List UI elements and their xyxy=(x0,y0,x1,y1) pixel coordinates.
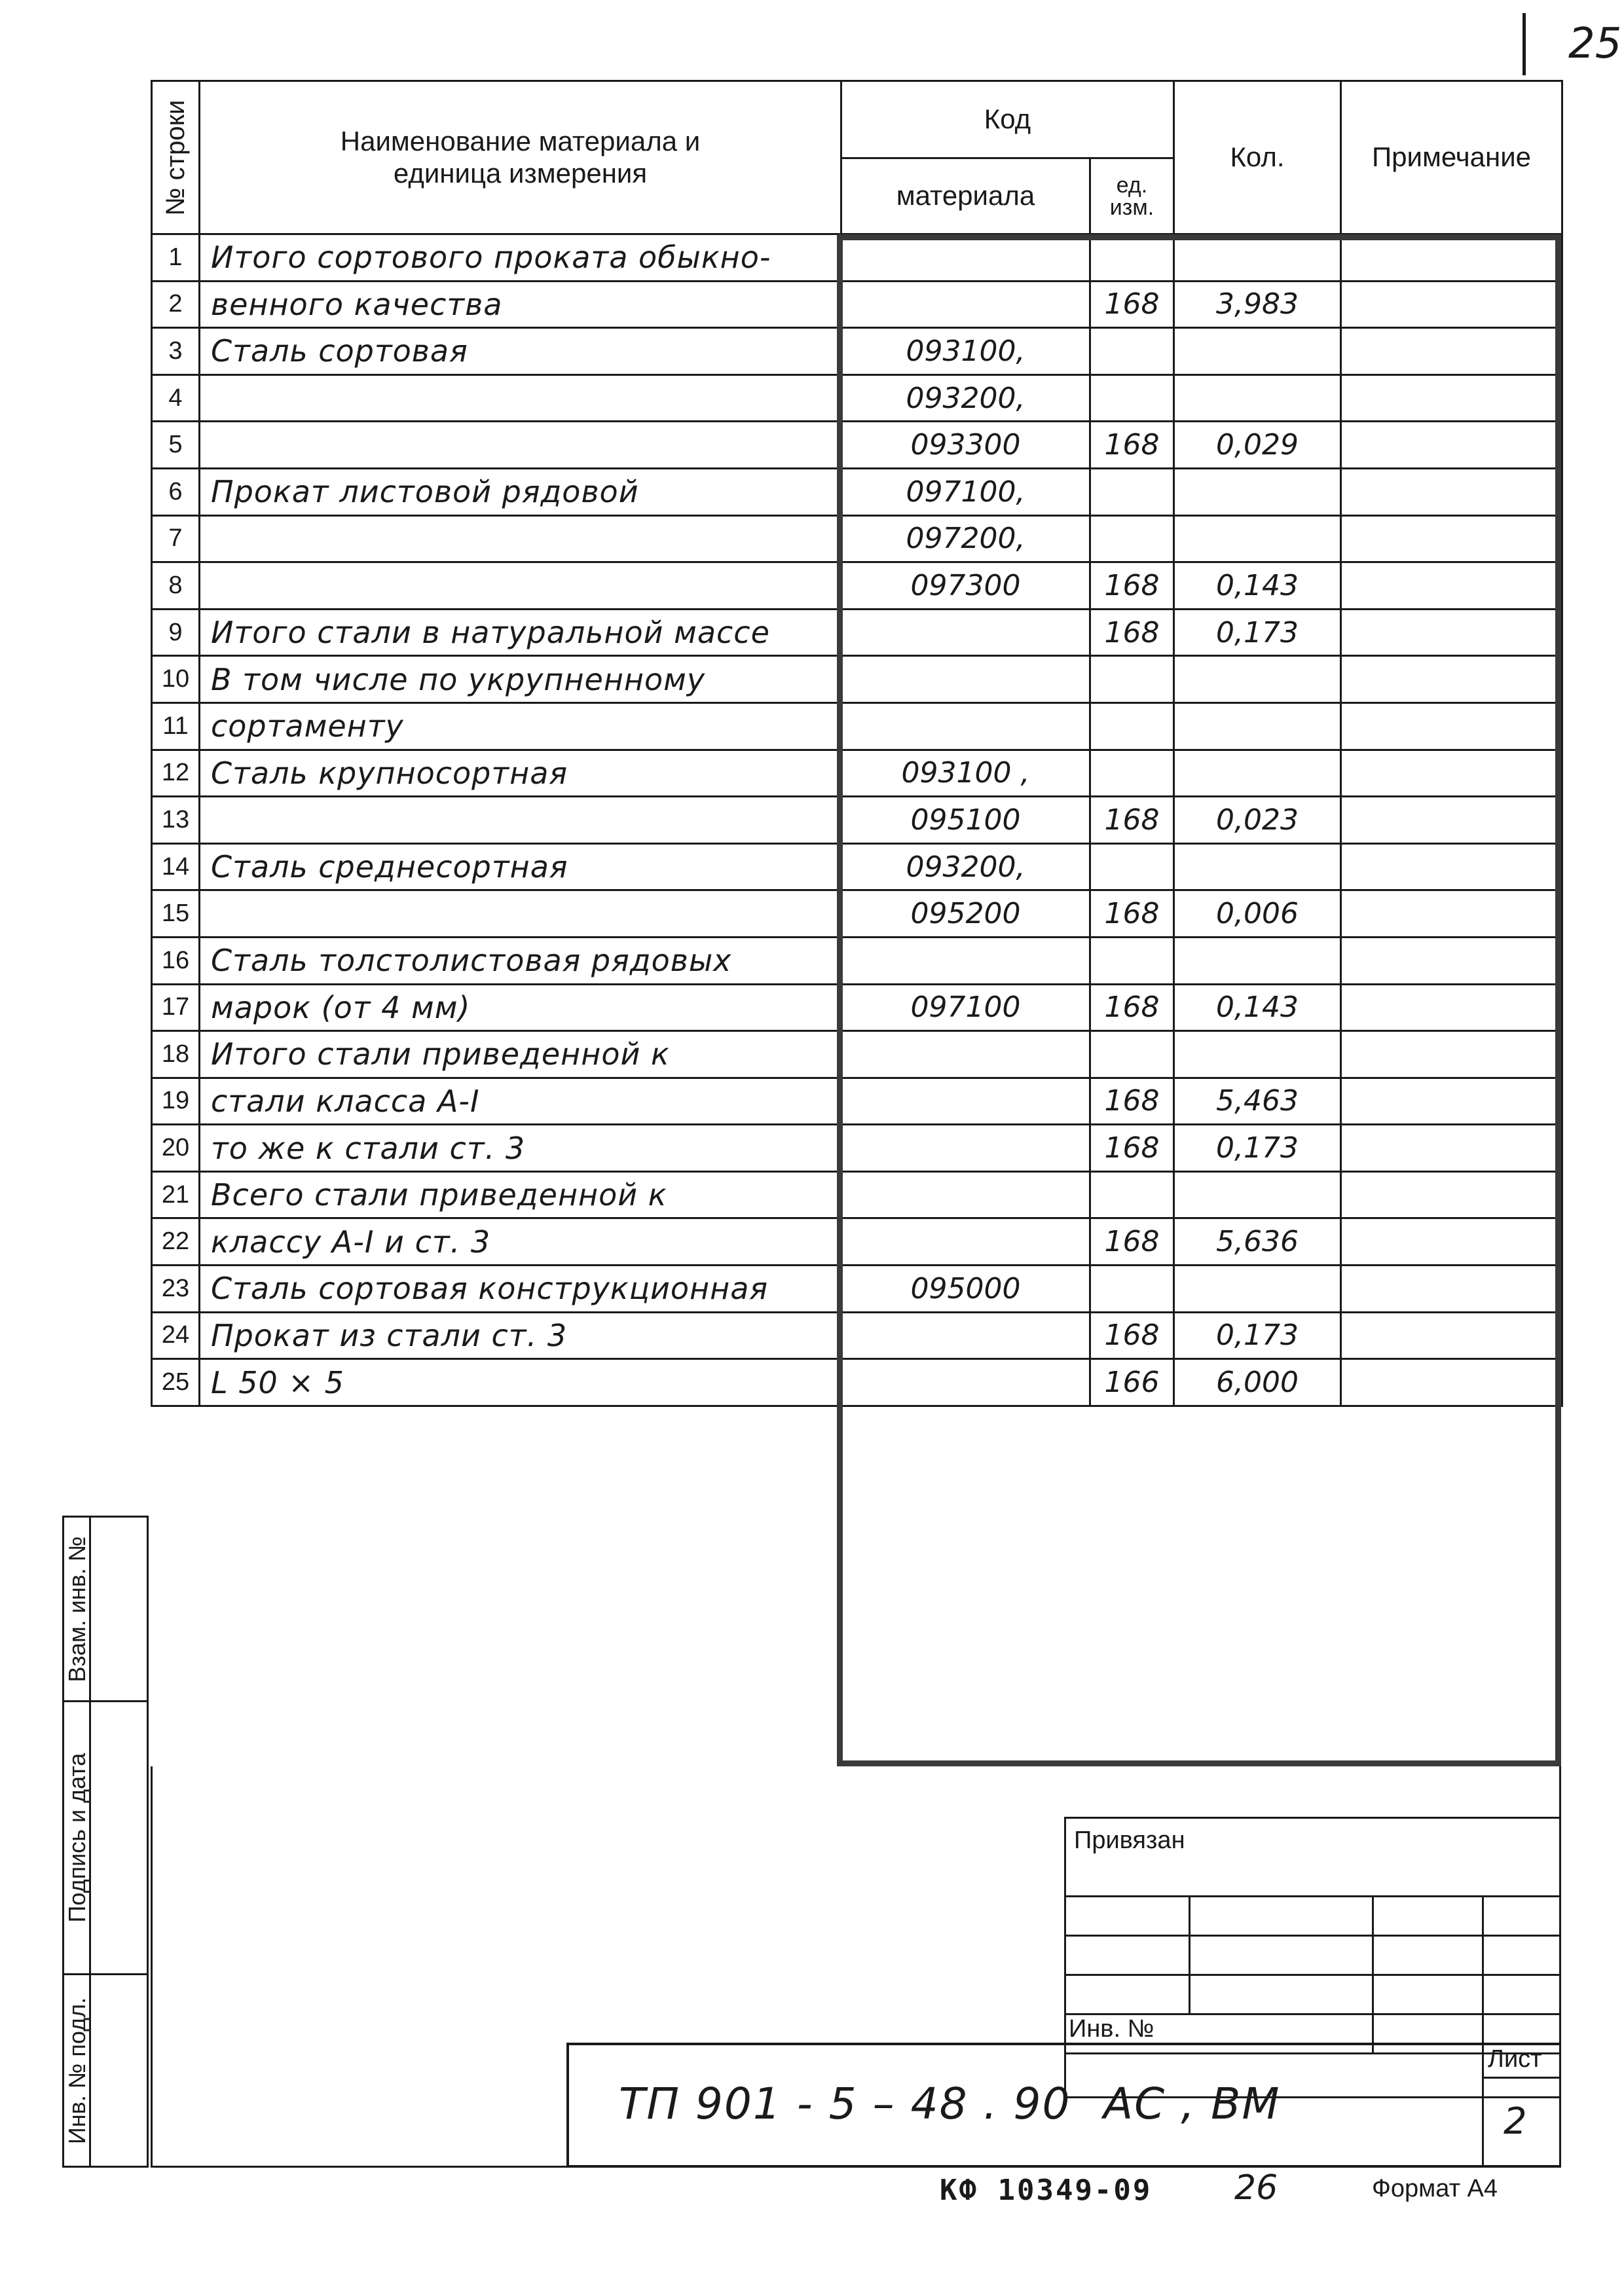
unit-code: 168 xyxy=(1090,281,1174,328)
material-name: Сталь крупносортная xyxy=(200,750,841,797)
header-code-material: материала xyxy=(841,158,1090,234)
unit-code xyxy=(1090,750,1174,797)
note xyxy=(1341,468,1562,515)
row-number: 17 xyxy=(152,984,200,1031)
row-number: 22 xyxy=(152,1218,200,1266)
quantity: 0,143 xyxy=(1174,984,1341,1031)
row-number: 1 xyxy=(152,234,200,282)
row-number: 3 xyxy=(152,328,200,375)
material-code: 093100, xyxy=(841,328,1090,375)
unit-code xyxy=(1090,515,1174,562)
table-row xyxy=(152,422,1562,469)
header-note: Примечание xyxy=(1341,81,1562,234)
material-name xyxy=(200,562,841,610)
quantity: 6,000 xyxy=(1174,1359,1341,1406)
material-code: 095100 xyxy=(841,797,1090,844)
material-code: 093200, xyxy=(841,843,1090,890)
sheet-number-box xyxy=(1482,2043,1561,2168)
material-name: сортаменту xyxy=(200,702,841,750)
unit-code xyxy=(1090,1171,1174,1218)
table-row xyxy=(152,702,1562,750)
note xyxy=(1341,702,1562,750)
document-code: ТП 901 - 5 – 48 . 90 xyxy=(619,2079,1071,2129)
unit-code: 168 xyxy=(1090,890,1174,938)
note xyxy=(1341,1031,1562,1078)
unit-code xyxy=(1090,937,1174,984)
unit-code xyxy=(1090,1266,1174,1313)
margin-inv-zam-label: Взам. инв. № xyxy=(64,1535,90,1683)
material-spec-table xyxy=(151,80,1563,1407)
quantity: 0,143 xyxy=(1174,562,1341,610)
quantity: 0,006 xyxy=(1174,890,1341,938)
unit-code xyxy=(1090,843,1174,890)
table-row xyxy=(152,656,1562,703)
quantity xyxy=(1174,468,1341,515)
material-code xyxy=(841,1171,1090,1218)
quantity xyxy=(1174,234,1341,282)
table-row xyxy=(152,468,1562,515)
note xyxy=(1341,843,1562,890)
note xyxy=(1341,328,1562,375)
note xyxy=(1341,562,1562,610)
unit-code: 168 xyxy=(1090,1312,1174,1359)
table-row xyxy=(152,1312,1562,1359)
sheet-label: Лист xyxy=(1488,2045,1542,2073)
unit-code: 168 xyxy=(1090,797,1174,844)
note xyxy=(1341,234,1562,282)
row-number: 24 xyxy=(152,1312,200,1359)
material-name: Всего стали приведенной к xyxy=(200,1171,841,1218)
material-code: 097300 xyxy=(841,562,1090,610)
row-number: 18 xyxy=(152,1031,200,1078)
quantity xyxy=(1174,328,1341,375)
unit-code: 168 xyxy=(1090,1125,1174,1172)
table-row xyxy=(152,1171,1562,1218)
row-number: 20 xyxy=(152,1125,200,1172)
quantity xyxy=(1174,1171,1341,1218)
material-code xyxy=(841,1218,1090,1266)
quantity xyxy=(1174,656,1341,703)
row-number: 19 xyxy=(152,1078,200,1125)
unit-code: 168 xyxy=(1090,1218,1174,1266)
material-code xyxy=(841,702,1090,750)
note xyxy=(1341,609,1562,656)
note xyxy=(1341,1218,1562,1266)
material-name: Прокат из стали ст. 3 xyxy=(200,1312,841,1359)
material-code xyxy=(841,1312,1090,1359)
note xyxy=(1341,1359,1562,1406)
unit-code xyxy=(1090,468,1174,515)
material-name xyxy=(200,422,841,469)
row-number: 2 xyxy=(152,281,200,328)
note xyxy=(1341,1078,1562,1125)
unit-code xyxy=(1090,234,1174,282)
table-row xyxy=(152,843,1562,890)
note xyxy=(1341,656,1562,703)
material-name: то же к стали ст. 3 xyxy=(200,1125,841,1172)
margin-inv-podl-label: Инв. № подл. xyxy=(64,1997,90,2144)
table-row xyxy=(152,797,1562,844)
margin-inv-zam-box xyxy=(62,1516,149,1702)
quantity: 0,173 xyxy=(1174,609,1341,656)
material-name: венного качества xyxy=(200,281,841,328)
row-number: 8 xyxy=(152,562,200,610)
note xyxy=(1341,750,1562,797)
row-number: 11 xyxy=(152,702,200,750)
note xyxy=(1341,515,1562,562)
table-row xyxy=(152,234,1562,282)
row-number: 5 xyxy=(152,422,200,469)
quantity: 5,636 xyxy=(1174,1218,1341,1266)
table-row xyxy=(152,1078,1562,1125)
material-name: стали класса А-I xyxy=(200,1078,841,1125)
quantity xyxy=(1174,1031,1341,1078)
header-code-unit: ед. изм. xyxy=(1090,158,1174,234)
material-name: Сталь среднесортная xyxy=(200,843,841,890)
material-code xyxy=(841,234,1090,282)
material-name xyxy=(200,797,841,844)
unit-code: 166 xyxy=(1090,1359,1174,1406)
material-code: 095000 xyxy=(841,1266,1090,1313)
table-row xyxy=(152,562,1562,610)
row-number: 25 xyxy=(152,1359,200,1406)
quantity xyxy=(1174,937,1341,984)
table-row xyxy=(152,1125,1562,1172)
material-code: 097200, xyxy=(841,515,1090,562)
quantity: 0,173 xyxy=(1174,1312,1341,1359)
row-number: 23 xyxy=(152,1266,200,1313)
quantity xyxy=(1174,702,1341,750)
quantity xyxy=(1174,515,1341,562)
unit-code: 168 xyxy=(1090,422,1174,469)
note xyxy=(1341,1171,1562,1218)
table-row xyxy=(152,328,1562,375)
material-code: 093300 xyxy=(841,422,1090,469)
row-number: 16 xyxy=(152,937,200,984)
row-number: 7 xyxy=(152,515,200,562)
material-name: Итого стали в натуральной массе xyxy=(200,609,841,656)
note xyxy=(1341,374,1562,422)
margin-inv-podl-box xyxy=(62,1973,149,2168)
unit-code xyxy=(1090,702,1174,750)
sheet-value: 2 xyxy=(1504,2100,1527,2143)
table-row xyxy=(152,984,1562,1031)
material-name: классу А-I и ст. 3 xyxy=(200,1218,841,1266)
unit-code xyxy=(1090,1031,1174,1078)
header-name: Наименование материала и единица измерения xyxy=(200,81,841,234)
material-code xyxy=(841,656,1090,703)
row-number: 21 xyxy=(152,1171,200,1218)
material-code xyxy=(841,937,1090,984)
note xyxy=(1341,984,1562,1031)
quantity xyxy=(1174,843,1341,890)
material-name: Прокат листовой рядовой xyxy=(200,468,841,515)
table-row xyxy=(152,1218,1562,1266)
note xyxy=(1341,281,1562,328)
material-code: 097100, xyxy=(841,468,1090,515)
material-code xyxy=(841,281,1090,328)
row-number: 10 xyxy=(152,656,200,703)
material-name: В том числе по укрупненному xyxy=(200,656,841,703)
table-row xyxy=(152,609,1562,656)
material-code xyxy=(841,1078,1090,1125)
footer-code: КФ 10349-09 xyxy=(940,2174,1153,2207)
footer-format: Формат А4 xyxy=(1372,2175,1498,2202)
note xyxy=(1341,1266,1562,1313)
stamp-inv-no-label: Инв. № xyxy=(1069,2015,1154,2043)
table-row xyxy=(152,890,1562,938)
stamp-privyazan-label: Привязан xyxy=(1074,1827,1185,1854)
unit-code: 168 xyxy=(1090,562,1174,610)
quantity xyxy=(1174,1266,1341,1313)
table-row xyxy=(152,1031,1562,1078)
header-qty: Кол. xyxy=(1174,81,1341,234)
material-code: 097100 xyxy=(841,984,1090,1031)
table-row xyxy=(152,750,1562,797)
quantity: 3,983 xyxy=(1174,281,1341,328)
document-mark: АС , ВМ xyxy=(1103,2079,1281,2129)
row-number: 4 xyxy=(152,374,200,422)
note xyxy=(1341,890,1562,938)
material-name xyxy=(200,374,841,422)
material-code: 095200 xyxy=(841,890,1090,938)
row-number: 9 xyxy=(152,609,200,656)
material-code: 093200, xyxy=(841,374,1090,422)
material-code xyxy=(841,609,1090,656)
material-name: Сталь сортовая конструкционная xyxy=(200,1266,841,1313)
quantity: 0,023 xyxy=(1174,797,1341,844)
material-spec-table-wrapper xyxy=(151,80,1563,1407)
table-row xyxy=(152,515,1562,562)
table-row xyxy=(152,374,1562,422)
margin-sign-date-label: Подпись и дата xyxy=(64,1753,90,1923)
material-name: Сталь толстолистовая рядовых xyxy=(200,937,841,984)
header-row-no: № строки xyxy=(152,81,200,234)
row-number: 15 xyxy=(152,890,200,938)
unit-code xyxy=(1090,328,1174,375)
page-number: 25 xyxy=(1568,20,1622,68)
material-code xyxy=(841,1125,1090,1172)
page-number-divider xyxy=(1522,13,1526,75)
material-name: Итого стали приведенной к xyxy=(200,1031,841,1078)
header-code: Код xyxy=(841,81,1174,158)
row-number: 12 xyxy=(152,750,200,797)
quantity xyxy=(1174,750,1341,797)
table-row xyxy=(152,281,1562,328)
table-row xyxy=(152,1266,1562,1313)
quantity: 0,173 xyxy=(1174,1125,1341,1172)
table-row xyxy=(152,937,1562,984)
material-code xyxy=(841,1031,1090,1078)
table-row xyxy=(152,1359,1562,1406)
material-name: Сталь сортовая xyxy=(200,328,841,375)
note xyxy=(1341,422,1562,469)
row-number: 6 xyxy=(152,468,200,515)
material-code xyxy=(841,1359,1090,1406)
material-code: 093100 , xyxy=(841,750,1090,797)
quantity: 0,029 xyxy=(1174,422,1341,469)
unit-code xyxy=(1090,656,1174,703)
material-name: марок (от 4 мм) xyxy=(200,984,841,1031)
row-number: 14 xyxy=(152,843,200,890)
unit-code: 168 xyxy=(1090,609,1174,656)
note xyxy=(1341,1125,1562,1172)
material-name: L 50 × 5 xyxy=(200,1359,841,1406)
footer-number: 26 xyxy=(1234,2168,1278,2208)
note xyxy=(1341,1312,1562,1359)
unit-code xyxy=(1090,374,1174,422)
note xyxy=(1341,797,1562,844)
quantity xyxy=(1174,374,1341,422)
unit-code: 168 xyxy=(1090,1078,1174,1125)
note xyxy=(1341,937,1562,984)
material-name: Итого сортового проката обыкно- xyxy=(200,234,841,282)
quantity: 5,463 xyxy=(1174,1078,1341,1125)
material-name xyxy=(200,515,841,562)
unit-code: 168 xyxy=(1090,984,1174,1031)
margin-sign-date-box xyxy=(62,1700,149,1975)
material-name xyxy=(200,890,841,938)
row-number: 13 xyxy=(152,797,200,844)
